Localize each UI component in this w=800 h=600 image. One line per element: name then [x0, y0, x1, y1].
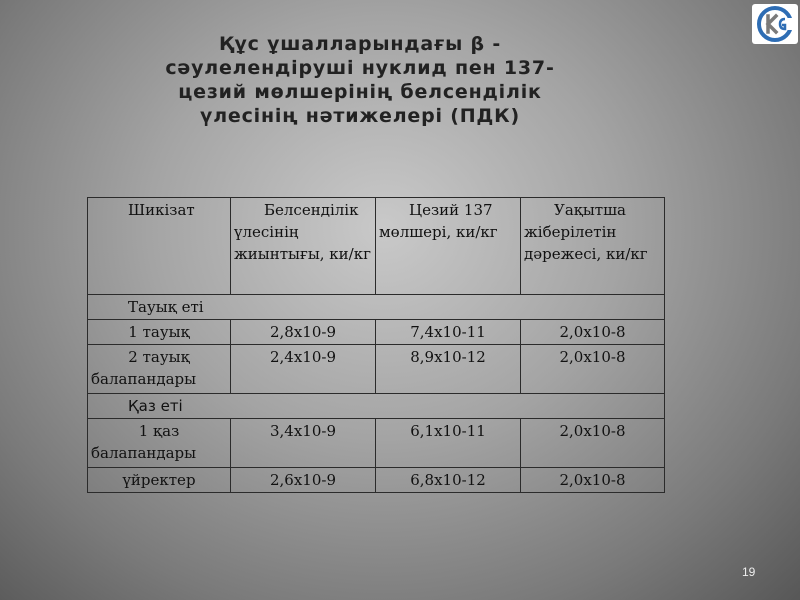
cell-name-line: балапандары	[91, 370, 197, 388]
header-permissible-level: Уақытша жіберілетін дәрежесі, ки/кг	[521, 198, 665, 295]
section-label: Тауық еті	[88, 295, 665, 320]
cell-permissible: 2,0х10-8	[521, 468, 665, 493]
cell-activity: 2,4х10-9	[231, 345, 376, 394]
section-row	[88, 295, 665, 320]
slide-title-line: цезий мөлшерінің белсенділік	[178, 81, 542, 103]
cell-cesium: 6,8х10-12	[376, 468, 521, 493]
table-row	[88, 468, 665, 493]
cell-cesium: 7,4х10-11	[376, 320, 521, 345]
cell-name-line: балапандары	[91, 444, 197, 462]
page-number: 19	[742, 565, 756, 579]
table-row	[88, 320, 665, 345]
table-row	[88, 345, 665, 394]
slide-title-line: үлесінің нәтижелері (ПДК)	[200, 105, 520, 127]
cell-name-line: 2 тауық	[128, 348, 190, 366]
cell-permissible: 2,0х10-8	[521, 320, 665, 345]
cell-cesium: 6,1х10-11	[376, 419, 521, 468]
cell-raw-material	[88, 345, 231, 394]
cell-raw-material	[88, 419, 231, 468]
slide-title-line: Құс ұшалларындағы β -	[218, 33, 502, 55]
slide-title-line: сәулелендіруші нуклид пен 137-	[165, 57, 555, 79]
cell-permissible: 2,0х10-8	[521, 345, 665, 394]
cell-name-line: 1 қаз	[138, 422, 180, 440]
institution-logo-icon	[752, 4, 798, 44]
table-header-row	[88, 198, 665, 295]
cell-permissible: 2,0х10-8	[521, 419, 665, 468]
cell-cesium: 8,9х10-12	[376, 345, 521, 394]
section-label: Қаз еті	[88, 394, 665, 419]
header-cesium-137: Цезий 137 мөлшері, ки/кг	[376, 198, 521, 295]
header-activity-total: Белсенділік үлесінің жиынтығы, ки/кг	[231, 198, 376, 295]
section-row	[88, 394, 665, 419]
cell-activity: 2,8х10-9	[231, 320, 376, 345]
table-row	[88, 419, 665, 468]
slide-title	[150, 32, 570, 128]
cell-activity: 2,6х10-9	[231, 468, 376, 493]
cell-activity: 3,4х10-9	[231, 419, 376, 468]
results-table	[87, 197, 665, 493]
header-raw-material: Шикізат	[88, 198, 231, 295]
cell-raw-material: үйректер	[88, 468, 231, 493]
cell-raw-material: 1 тауық	[88, 320, 231, 345]
